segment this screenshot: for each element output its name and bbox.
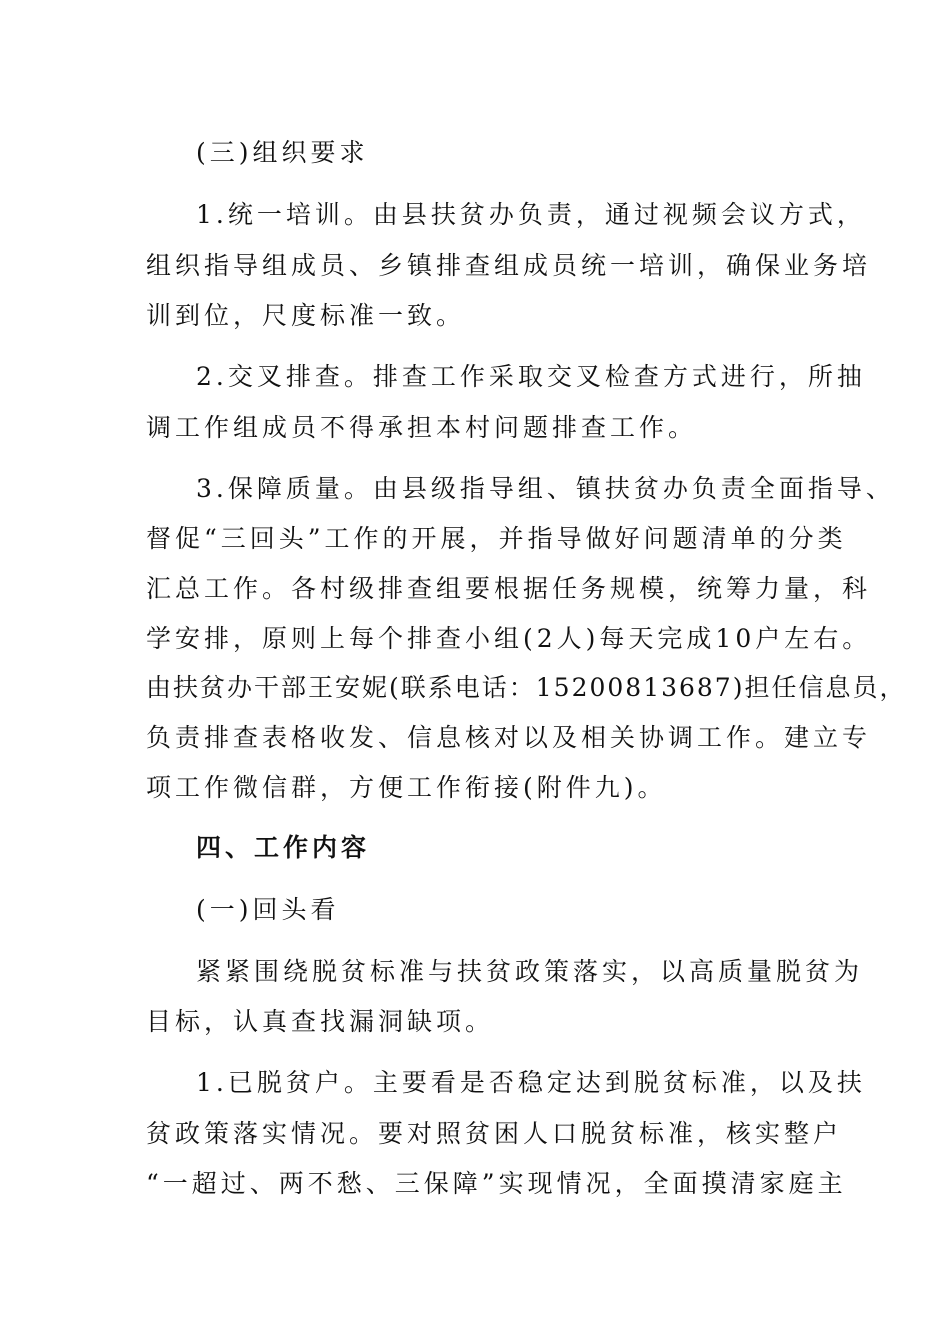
paragraph-line: “一超过、两不愁、三保障”实现情况，全面摸清家庭主 xyxy=(146,1169,847,1198)
subsection-heading-review: (一)回头看 xyxy=(196,895,340,924)
paragraph-line: 调工作组成员不得承担本村问题排查工作。 xyxy=(146,413,698,442)
paragraph-line: 训到位，尺度标准一致。 xyxy=(146,301,466,330)
paragraph-line: 督促“三回头”工作的开展，并指导做好问题清单的分类 xyxy=(146,524,847,553)
paragraph-line: 1.已脱贫户。主要看是否稳定达到脱贫标准，以及扶 xyxy=(196,1068,866,1097)
paragraph-line: 3.保障质量。由县级指导组、镇扶贫办负责全面指导、 xyxy=(196,474,895,503)
paragraph-line: 组织指导组成员、乡镇排查组成员统一培训，确保业务培 xyxy=(146,251,872,280)
section-heading-work-content: 四、工作内容 xyxy=(196,833,371,862)
paragraph-line: 负责排查表格收发、信息核对以及相关协调工作。建立专 xyxy=(146,723,872,752)
paragraph-line: 汇总工作。各村级排查组要根据任务规模，统筹力量，科 xyxy=(146,574,872,603)
paragraph-line: 紧紧围绕脱贫标准与扶贫政策落实，以高质量脱贫为 xyxy=(196,957,864,986)
paragraph-line: 目标，认真查找漏洞缺项。 xyxy=(146,1007,495,1036)
paragraph-line: 项工作微信群，方便工作衔接(附件九)。 xyxy=(146,773,667,802)
paragraph-line: 1.统一培训。由县扶贫办负责，通过视频会议方式， xyxy=(196,200,866,229)
paragraph-line: 2.交叉排查。排查工作采取交叉检查方式进行，所抽 xyxy=(196,362,866,391)
paragraph-line: 学安排，原则上每个排查小组(2人)每天完成10户左右。 xyxy=(146,624,872,653)
subsection-heading-organization: (三)组织要求 xyxy=(196,138,369,167)
paragraph-line: 由扶贫办干部王安妮(联系电话：15200813687)担任信息员， xyxy=(146,673,907,702)
paragraph-line: 贫政策落实情况。要对照贫困人口脱贫标准，核实整户 xyxy=(146,1119,843,1148)
